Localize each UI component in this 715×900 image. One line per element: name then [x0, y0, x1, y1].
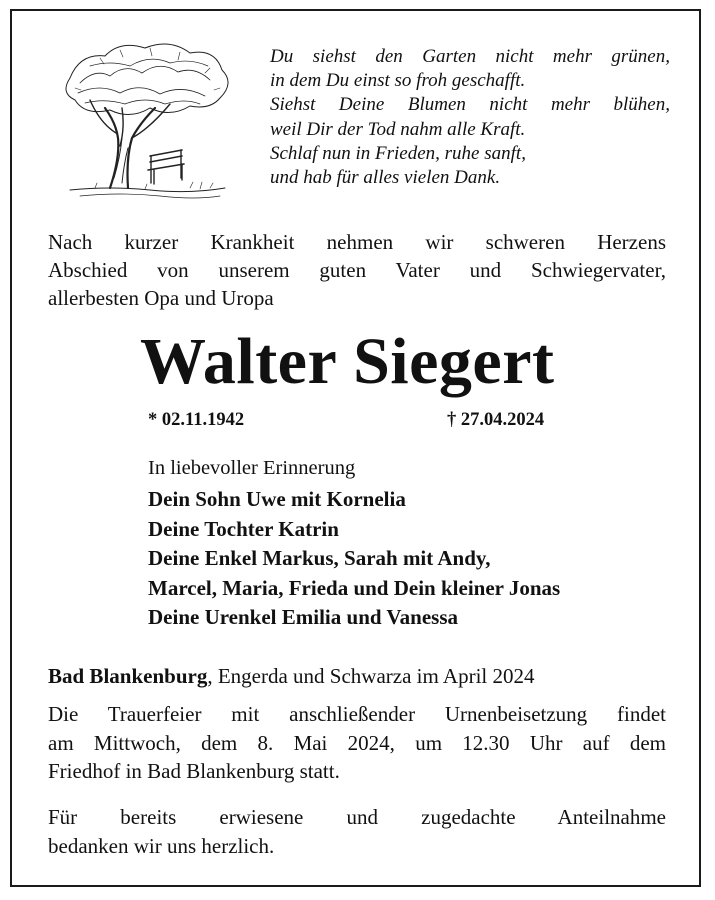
poem-line: weil Dir der Tod nahm alle Kraft. [270, 118, 526, 140]
birth-date: * 02.11.1942 [148, 410, 245, 430]
poem [270, 45, 670, 190]
poem-line: Du siehst den Garten nicht mehr grünen, [270, 46, 670, 67]
poem-line: Siehst Deine Blumen nicht mehr blühen, [270, 94, 670, 116]
service-line: Die Trauerfeier mit anschließender Urnenbeisetzung findet [48, 702, 666, 726]
tree-and-bench-illustration [50, 38, 240, 206]
mourner-line: Deine Enkel Markus, Sarah mit Andy, [148, 546, 491, 570]
intro-text [48, 228, 666, 312]
thanks-text [48, 803, 666, 860]
mourners-list [148, 485, 560, 633]
death-date: † 27.04.2024 [447, 410, 545, 430]
deceased-name: Walter Siegert [140, 325, 555, 398]
intro-line: Abschied von unserem guten Vater und Schwiegervater, [48, 258, 666, 282]
mourner-line: Dein Sohn Uwe mit Kornelia [148, 487, 406, 511]
place-rest: , Engerda und Schwarza im April 2024 [207, 664, 535, 688]
place-and-date [48, 662, 535, 690]
intro-line: allerbesten Opa und Uropa [48, 286, 274, 310]
service-line: Friedhof in Bad Blankenburg statt. [48, 759, 340, 783]
intro-line: Nach kurzer Krankheit nehmen wir schweren Herzens [48, 230, 666, 254]
memory-line: In liebevoller Erinnerung [148, 457, 356, 479]
mourner-line: Marcel, Maria, Frieda und Dein kleiner Jonas [148, 575, 561, 600]
place-town: Bad Blankenburg [48, 664, 208, 688]
poem-line: in dem Du einst so froh geschafft. [270, 70, 526, 92]
poem-line: und hab für alles vielen Dank. [270, 167, 501, 189]
mourner-line: Deine Tochter Katrin [148, 516, 339, 541]
thanks-line: bedanken wir uns herzlich. [48, 833, 275, 858]
service-line: am Mittwoch, dem 8. Mai 2024, um 12.30 Uhr auf dem [48, 730, 666, 755]
mourner-line: Deine Urenkel Emilia und Vanessa [148, 605, 459, 629]
thanks-line: Für bereits erwiesene und zugedachte Anteilnahme [48, 805, 666, 829]
poem-line: Schlaf nun in Frieden, ruhe sanft, [270, 142, 526, 164]
funeral-service-text [48, 700, 666, 786]
